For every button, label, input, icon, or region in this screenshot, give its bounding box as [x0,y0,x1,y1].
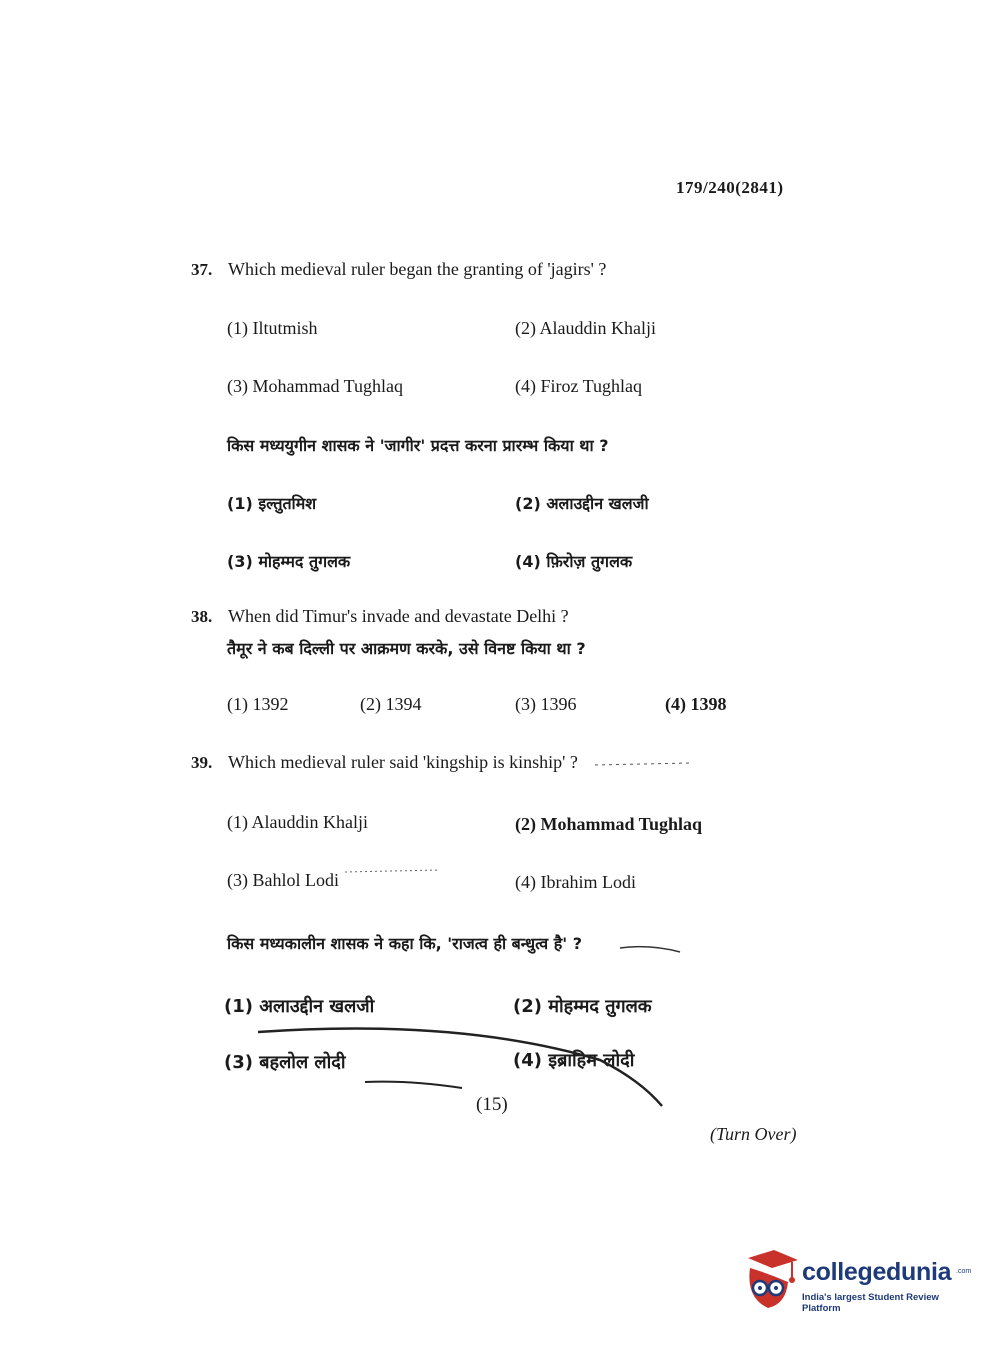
hindi-option-4: (4) फ़िरोज़ तुगलक [515,552,633,571]
question-number: 38. [191,607,213,626]
option-4: (4) Firoz Tughlaq [515,376,643,396]
turn-over-label: (Turn Over) [710,1124,797,1144]
hindi-option-4: (4) इब्राहिम लोदी [513,1050,635,1071]
option-2: (2) Alauddin Khalji [515,318,656,338]
option-4: (4) Ibrahim Lodi [515,872,636,892]
option-1: (1) Alauddin Khalji [227,812,368,832]
question-hindi-text: तैमूर ने कब दिल्ली पर आक्रमण करके, उसे विनष्ट किया था ? [227,639,586,658]
question-hindi-text: किस मध्यकालीन शासक ने कहा कि, 'राजत्व ही बन्धुत्व है' ? [227,934,583,953]
brand-name: collegedunia [802,1258,952,1286]
hindi-option-2: (2) मोहम्मद तुगलक [513,996,652,1017]
hindi-option-1: (1) इल्तुतमिश [227,494,317,513]
option-2: (2) 1394 [360,694,422,714]
hindi-option-1: (1) अलाउद्दीन खलजी [224,996,375,1017]
question-text: Which medieval ruler said 'kingship is kinship' ? [228,752,578,772]
question-number: 39. [191,753,213,772]
option-3: (3) 1396 [515,694,577,714]
option-3: (3) Mohammad Tughlaq [227,376,404,396]
brand-domain: .com [956,1268,972,1275]
question-text: Which medieval ruler began the granting of 'jagirs' ? [228,259,607,279]
option-2: (2) Mohammad Tughlaq [515,814,703,834]
option-3: (3) Bahlol Lodi [227,870,339,890]
hindi-option-2: (2) अलाउद्दीन खलजी [515,494,649,513]
question-hindi-text: किस मध्ययुगीन शासक ने 'जागीर' प्रदत्त करना प्रारम्भ किया था ? [227,436,609,455]
hindi-option-3: (3) मोहम्मद तुगलक [227,552,351,571]
option-1: (1) Iltutmish [227,318,318,338]
question-text: When did Timur's invade and devastate Delhi ? [228,606,569,626]
paper-code: 179/240(2841) [676,178,784,197]
hindi-option-3: (3) बहलोल लोदी [224,1052,346,1073]
page-number: (15) [476,1094,508,1115]
option-1: (1) 1392 [227,694,289,714]
brand-tagline: India's largest Student Review Platform [802,1292,939,1314]
option-4: (4) 1398 [665,694,727,714]
mascot-icon [740,1248,800,1312]
collegedunia-logo [740,1248,970,1318]
question-number: 37. [191,260,213,279]
